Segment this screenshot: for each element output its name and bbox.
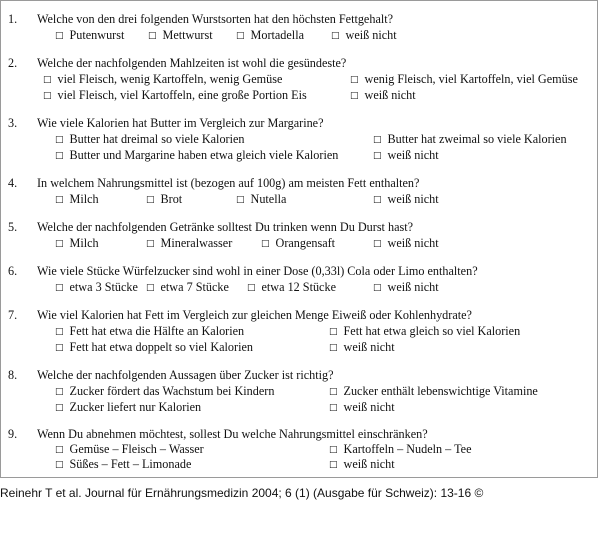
option-label: Süßes – Fett – Limonade xyxy=(69,457,192,471)
checkbox-icon[interactable]: □ xyxy=(331,31,340,41)
checkbox-icon[interactable]: □ xyxy=(329,343,338,353)
option-label: Orangensaft xyxy=(275,236,336,250)
answer-option[interactable] xyxy=(247,280,336,295)
checkbox-icon[interactable]: □ xyxy=(373,135,382,145)
answer-option[interactable] xyxy=(146,236,232,251)
question-text: Welche der nachfolgenden Getränke solltest Du trinken wenn Du Durst hast? xyxy=(37,220,414,234)
checkbox-icon[interactable]: □ xyxy=(146,195,155,205)
answer-option[interactable] xyxy=(373,280,439,295)
answer-option[interactable] xyxy=(148,28,213,43)
answer-option[interactable] xyxy=(43,88,307,103)
checkbox-icon[interactable]: □ xyxy=(148,31,157,41)
option-label: weiß nicht xyxy=(343,457,395,471)
answer-option[interactable] xyxy=(329,384,538,399)
checkbox-icon[interactable]: □ xyxy=(373,239,382,249)
option-label: Kartoffeln – Nudeln – Tee xyxy=(343,442,472,456)
question-text: Welche von den drei folgenden Wurstsorten hat den höchsten Fettgehalt? xyxy=(37,12,394,26)
question-number: 6. xyxy=(8,264,18,278)
question-number: 4. xyxy=(8,176,18,190)
question-text: Wie viele Stücke Würfelzucker sind wohl in einer Dose (0,33l) Cola oder Limo enthalten? xyxy=(37,264,478,278)
question-number: 5. xyxy=(8,220,18,234)
question-number: 7. xyxy=(8,308,18,322)
option-label: etwa 3 Stücke xyxy=(69,280,138,294)
checkbox-icon[interactable]: □ xyxy=(55,239,64,249)
answer-option[interactable] xyxy=(43,72,282,87)
answer-option[interactable] xyxy=(55,384,274,399)
option-label: Milch xyxy=(69,236,99,250)
checkbox-icon[interactable]: □ xyxy=(55,195,64,205)
option-label: wenig Fleisch, viel Kartoffeln, viel Gemüse xyxy=(364,72,578,86)
citation-caption: Reinehr T et al. Journal für Ernährungsmedizin 2004; 6 (1) (Ausgabe für Schweiz): 13-16 © xyxy=(0,486,484,500)
checkbox-icon[interactable]: □ xyxy=(146,283,155,293)
option-label: Zucker fördert das Wachstum bei Kindern xyxy=(69,384,275,398)
answer-option[interactable] xyxy=(350,72,578,87)
question-text: Wie viele Kalorien hat Butter im Vergleich zur Margarine? xyxy=(37,116,324,130)
option-label: weiß nicht xyxy=(345,28,397,42)
checkbox-icon[interactable]: □ xyxy=(55,31,64,41)
option-label: Mineralwasser xyxy=(160,236,233,250)
checkbox-icon[interactable]: □ xyxy=(373,151,382,161)
answer-option[interactable] xyxy=(329,457,395,472)
answer-option[interactable] xyxy=(55,192,99,207)
answer-option[interactable] xyxy=(55,236,99,251)
checkbox-icon[interactable]: □ xyxy=(55,403,64,413)
option-label: Nutella xyxy=(250,192,287,206)
answer-option[interactable] xyxy=(373,236,439,251)
checkbox-icon[interactable]: □ xyxy=(55,460,64,470)
option-label: weiß nicht xyxy=(364,88,416,102)
option-label: Butter und Margarine haben etwa gleich viele Kalorien xyxy=(69,148,339,162)
question-number: 2. xyxy=(8,56,18,70)
answer-option[interactable] xyxy=(55,324,244,339)
answer-option[interactable] xyxy=(55,442,204,457)
checkbox-icon[interactable]: □ xyxy=(43,91,52,101)
checkbox-icon[interactable]: □ xyxy=(329,445,338,455)
question-text: Welche der nachfolgenden Aussagen über Zucker ist richtig? xyxy=(37,368,334,382)
option-label: Gemüse – Fleisch – Wasser xyxy=(69,442,204,456)
answer-option[interactable] xyxy=(55,457,191,472)
checkbox-icon[interactable]: □ xyxy=(55,343,64,353)
option-label: Butter hat zweimal so viele Kalorien xyxy=(387,132,567,146)
question-number: 3. xyxy=(8,116,18,130)
checkbox-icon[interactable]: □ xyxy=(146,239,155,249)
checkbox-icon[interactable]: □ xyxy=(55,327,64,337)
option-label: viel Fleisch, wenig Kartoffeln, wenig Gemüse xyxy=(57,72,283,86)
option-label: etwa 7 Stücke xyxy=(160,280,229,294)
option-label: Fett hat etwa die Hälfte an Kalorien xyxy=(69,324,245,338)
option-label: etwa 12 Stücke xyxy=(261,280,336,294)
option-label: weiß nicht xyxy=(387,148,439,162)
option-label: Fett hat etwa doppelt so viel Kalorien xyxy=(69,340,253,354)
question-text: In welchem Nahrungsmittel ist (bezogen auf 100g) am meisten Fett enthalten? xyxy=(37,176,420,190)
option-label: weiß nicht xyxy=(343,400,395,414)
option-label: Putenwurst xyxy=(69,28,125,42)
answer-option[interactable] xyxy=(55,400,201,415)
answer-option[interactable] xyxy=(329,442,472,457)
answer-option[interactable] xyxy=(329,400,395,415)
answer-option[interactable] xyxy=(55,280,138,295)
answer-option[interactable] xyxy=(55,148,338,163)
answer-option[interactable] xyxy=(329,324,520,339)
answer-option[interactable] xyxy=(350,88,416,103)
option-label: Fett hat etwa gleich so viel Kalorien xyxy=(343,324,521,338)
checkbox-icon[interactable]: □ xyxy=(236,195,245,205)
answer-option[interactable] xyxy=(373,148,439,163)
answer-option[interactable] xyxy=(373,192,439,207)
answer-option[interactable] xyxy=(331,28,397,43)
option-label: weiß nicht xyxy=(387,280,439,294)
checkbox-icon[interactable]: □ xyxy=(329,327,338,337)
option-label: Mortadella xyxy=(250,28,304,42)
checkbox-icon[interactable]: □ xyxy=(55,151,64,161)
answer-option[interactable] xyxy=(55,28,124,43)
checkbox-icon[interactable]: □ xyxy=(329,387,338,397)
option-label: Zucker liefert nur Kalorien xyxy=(69,400,202,414)
answer-option[interactable] xyxy=(146,192,182,207)
option-label: Milch xyxy=(69,192,99,206)
checkbox-icon[interactable]: □ xyxy=(55,135,64,145)
answer-option[interactable] xyxy=(55,132,245,147)
option-label: Butter hat dreimal so viele Kalorien xyxy=(69,132,245,146)
answer-option[interactable] xyxy=(236,192,286,207)
checkbox-icon[interactable]: □ xyxy=(329,403,338,413)
question-text: Welche der nachfolgenden Mahlzeiten ist wohl die gesündeste? xyxy=(37,56,347,70)
option-label: Mettwurst xyxy=(162,28,213,42)
question-text: Wenn Du abnehmen möchtest, sollest Du welche Nahrungsmittel einschränken? xyxy=(37,427,428,441)
checkbox-icon[interactable]: □ xyxy=(350,91,359,101)
checkbox-icon[interactable]: □ xyxy=(43,75,52,85)
option-label: viel Fleisch, viel Kartoffeln, eine große Portion Eis xyxy=(57,88,307,102)
option-label: weiß nicht xyxy=(387,236,439,250)
checkbox-icon[interactable]: □ xyxy=(350,75,359,85)
checkbox-icon[interactable]: □ xyxy=(55,387,64,397)
answer-option[interactable] xyxy=(146,280,229,295)
answer-option[interactable] xyxy=(261,236,335,251)
checkbox-icon[interactable]: □ xyxy=(373,283,382,293)
option-label: Brot xyxy=(160,192,183,206)
checkbox-icon[interactable]: □ xyxy=(236,31,245,41)
question-number: 1. xyxy=(8,12,18,26)
question-number: 8. xyxy=(8,368,18,382)
question-number: 9. xyxy=(8,427,18,441)
answer-option[interactable] xyxy=(55,340,253,355)
answer-option[interactable] xyxy=(236,28,304,43)
question-text: Wie viel Kalorien hat Fett im Vergleich zur gleichen Menge Eiweiß oder Kohlenhydrate? xyxy=(37,308,472,322)
checkbox-icon[interactable]: □ xyxy=(261,239,270,249)
checkbox-icon[interactable]: □ xyxy=(55,445,64,455)
option-label: weiß nicht xyxy=(387,192,439,206)
checkbox-icon[interactable]: □ xyxy=(373,195,382,205)
answer-option[interactable] xyxy=(329,340,395,355)
checkbox-icon[interactable]: □ xyxy=(247,283,256,293)
option-label: weiß nicht xyxy=(343,340,395,354)
checkbox-icon[interactable]: □ xyxy=(329,460,338,470)
option-label: Zucker enthält lebenswichtige Vitamine xyxy=(343,384,538,398)
answer-option[interactable] xyxy=(373,132,567,147)
checkbox-icon[interactable]: □ xyxy=(55,283,64,293)
